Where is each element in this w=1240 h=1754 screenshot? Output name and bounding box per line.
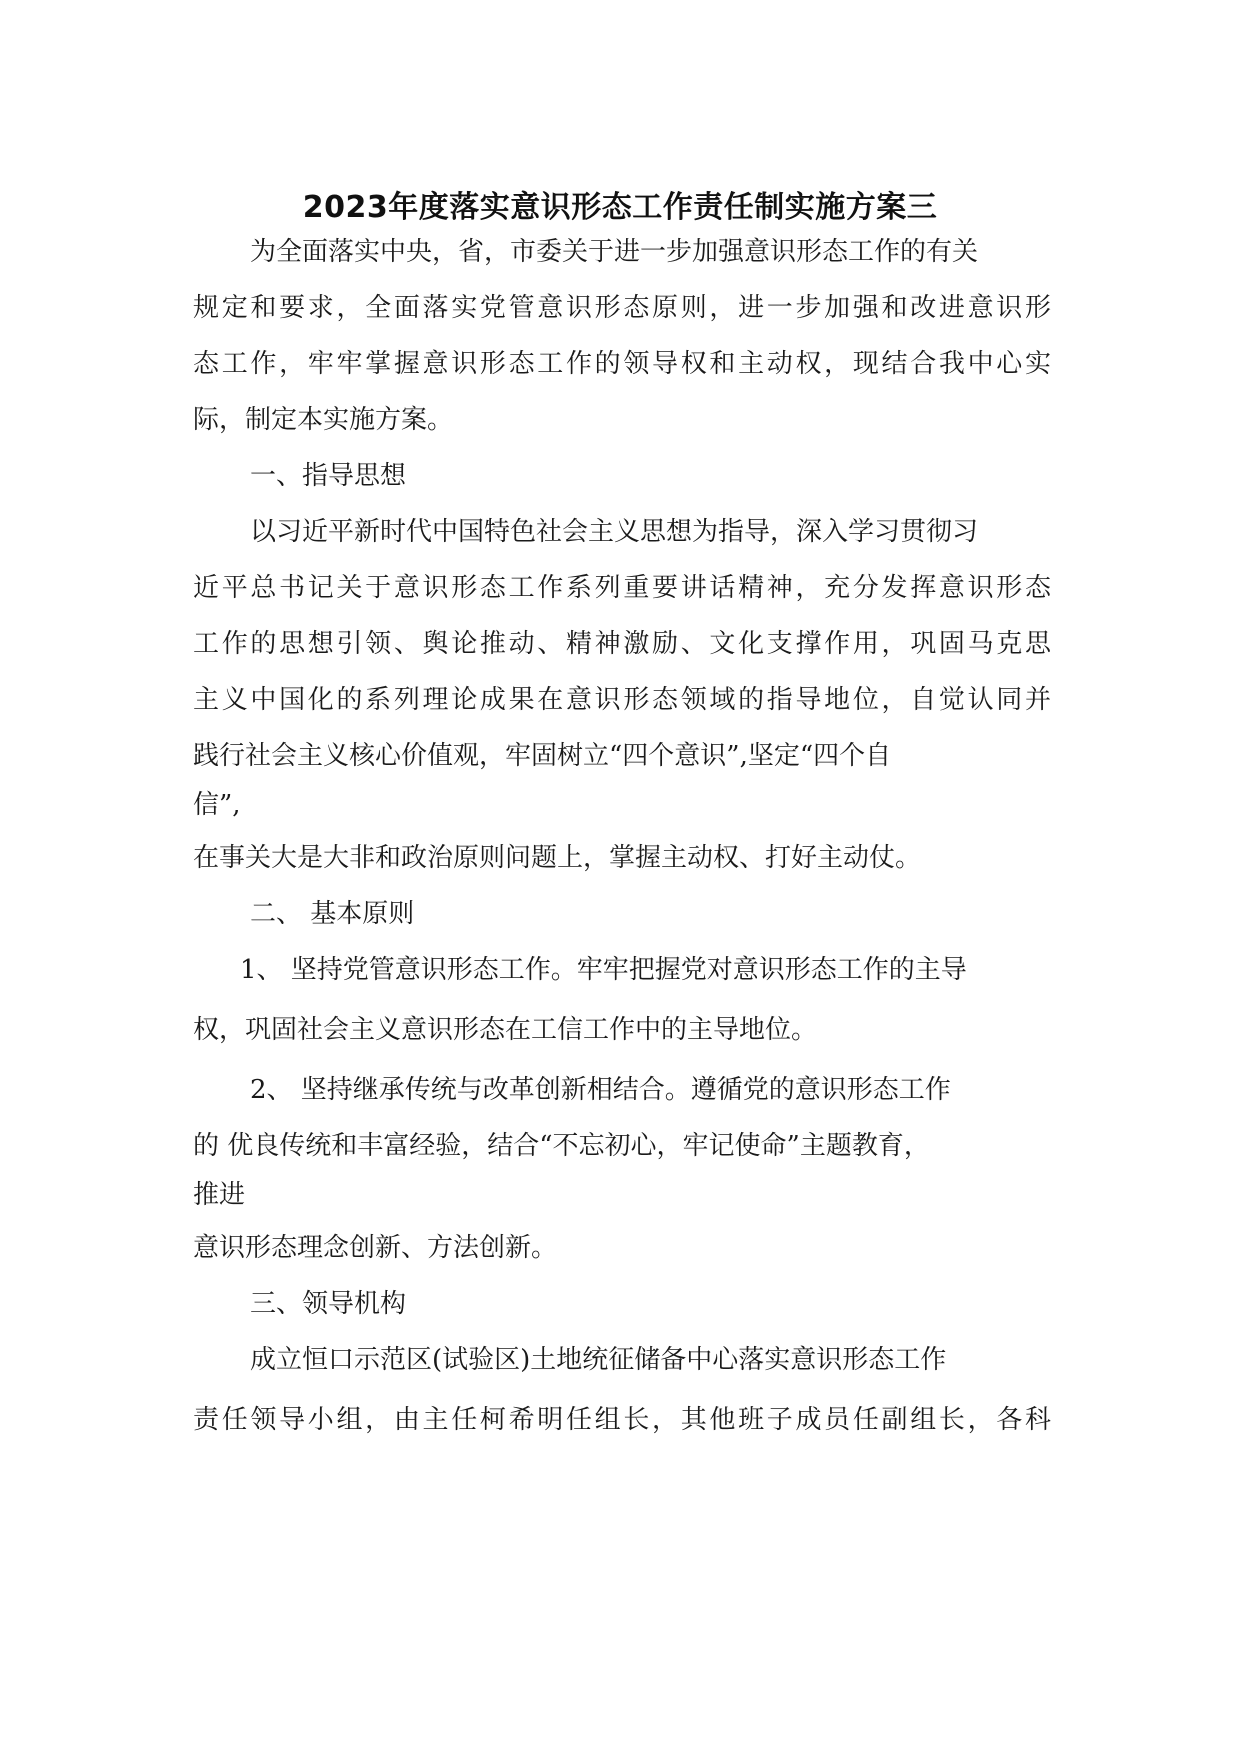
paragraph-line: 工作的思想引领、舆论推动、精神激励、文化支撑作用，巩固马克思 xyxy=(193,629,1051,659)
paragraph-line: 近平总书记关于意识形态工作系列重要讲话精神，充分发挥意识形态 xyxy=(193,573,1051,603)
paragraph-line: 规定和要求，全面落实党管意识形态原则，进一步加强和改进意识形 xyxy=(193,293,1051,323)
paragraph-line: 态工作，牢牢掌握意识形态工作的领导权和主动权，现结合我中心实 xyxy=(193,349,1051,379)
paragraph-line: 成立恒口示范区(试验区)土地统征储备中心落实意识形态工作 xyxy=(250,1345,947,1375)
paragraph-line: 意识形态理念创新、方法创新。 xyxy=(193,1233,558,1263)
paragraph-line: 权，巩固社会主义意识形态在工信工作中的主导地位。 xyxy=(193,1015,818,1045)
paragraph-line: 主义中国化的系列理论成果在意识形态领域的指导地位，自觉认同并 xyxy=(193,685,1051,715)
section-heading: 二、 基本原则 xyxy=(250,899,415,929)
paragraph-line: 以习近平新时代中国特色社会主义思想为指导，深入学习贯彻习 xyxy=(250,517,979,547)
paragraph-line: 的 优良传统和丰富经验，结合“不忘初心，牢记使命”主题教育， xyxy=(193,1131,930,1161)
paragraph-line: 为全面落实中央，省，市委关于进一步加强意识形态工作的有关 xyxy=(250,237,979,267)
paragraph-line: 在事关大是大非和政治原则问题上，掌握主动权、打好主动仗。 xyxy=(193,843,922,873)
paragraph-line: 责任领导小组，由主任柯希明任组长，其他班子成员任副组长，各科 xyxy=(193,1405,1051,1435)
section-heading: 一、指导思想 xyxy=(250,461,407,491)
paragraph-line: 际，制定本实施方案。 xyxy=(193,405,454,435)
paragraph-line: 2、 坚持继承传统与改革创新相结合。遵循党的意识形态工作 xyxy=(250,1075,951,1105)
section-heading: 三、领导机构 xyxy=(250,1289,407,1319)
document-title: 2023年度落实意识形态工作责任制实施方案三 xyxy=(302,190,938,225)
paragraph-line: 践行社会主义核心价值观，牢固树立“四个意识”,坚定“四个自 xyxy=(193,741,892,771)
paragraph-line: 推进 xyxy=(193,1180,246,1210)
paragraph-line: 1、 坚持党管意识形态工作。牢牢把握党对意识形态工作的主导 xyxy=(240,955,967,985)
paragraph-line: 信”, xyxy=(193,790,241,820)
